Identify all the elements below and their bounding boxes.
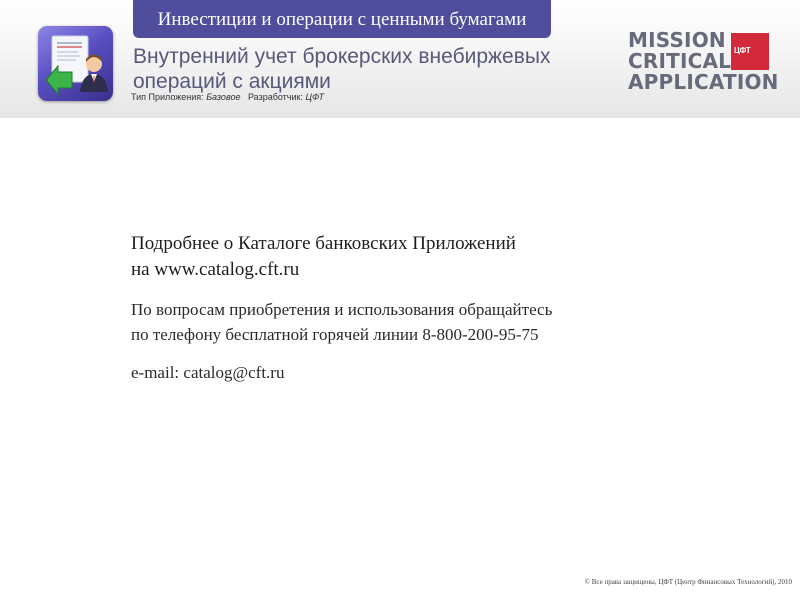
cft-logo-text: ЦФТ (734, 46, 751, 55)
contact-info (131, 297, 731, 347)
contact-line: По вопросам приобретения и использования обращайтесь (131, 300, 553, 319)
category-tab: Инвестиции и операции с ценными бумагами (133, 0, 551, 38)
type-value: Базовое (206, 92, 241, 102)
catalog-link-line: на www.catalog.cft.ru (131, 259, 300, 280)
app-title-line: Внутренний учет брокерских внебиржевых (133, 45, 551, 68)
app-title-line: операций с акциями (133, 70, 331, 93)
badge-line-2: CRITICAL (628, 49, 732, 73)
app-meta (131, 92, 324, 102)
catalog-line: Подробнее о Каталоге банковских Приложений (131, 233, 516, 254)
badge-line-1: MISSION (628, 28, 726, 52)
developer-label: Разработчик: (247, 92, 303, 102)
developer-value: ЦФТ (305, 92, 324, 102)
cft-logo-icon (731, 33, 769, 70)
app-title (133, 44, 573, 94)
header-banner (0, 0, 800, 118)
email-info: e-mail: catalog@cft.ru (131, 363, 285, 382)
copyright-footer: © Все права защищены, ЦФТ (Центр Финансовых Технологий), 2010 (584, 578, 792, 586)
mission-critical-badge (628, 28, 779, 96)
document-user-arrow-icon (38, 26, 113, 101)
type-label: Тип Приложения: (131, 92, 204, 102)
hotline-line: по телефону бесплатной горячей линии 8-800-200-95-75 (131, 325, 539, 344)
catalog-info (131, 231, 731, 283)
badge-line-3: APPLICATION (628, 70, 779, 94)
